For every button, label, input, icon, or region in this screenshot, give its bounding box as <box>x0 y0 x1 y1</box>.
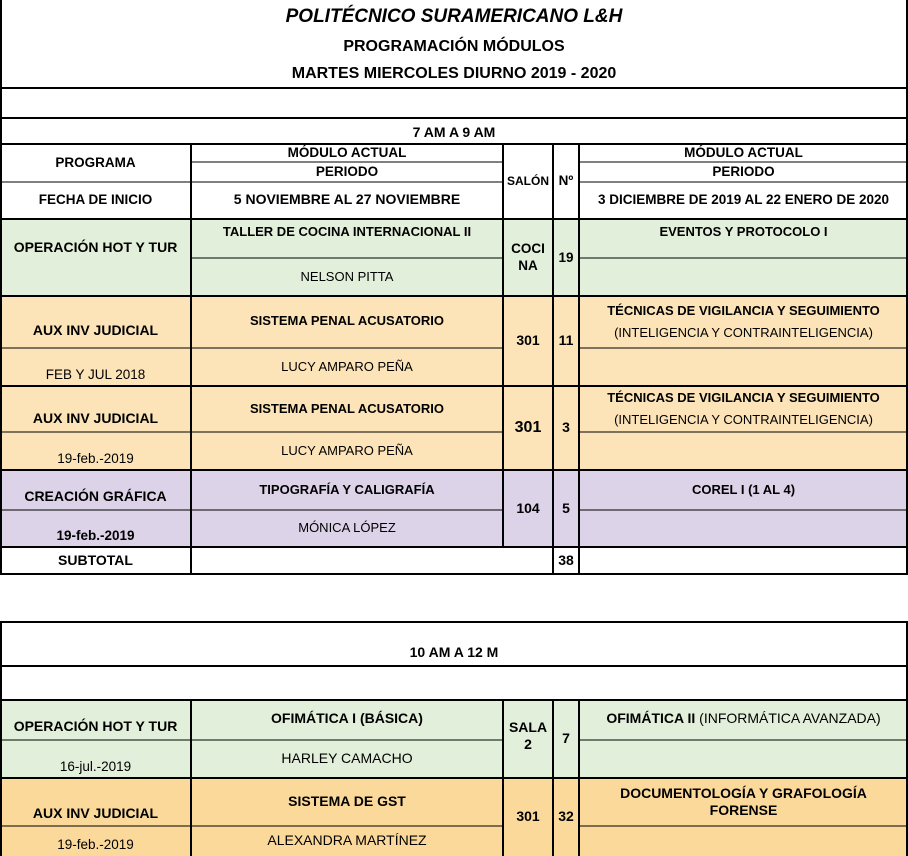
row4-programa: CREACIÓN GRÁFICA <box>24 488 167 505</box>
row6-docente: ALEXANDRA MARTÍNEZ <box>267 832 427 849</box>
row3-fecha: 19-feb.-2019 <box>57 451 134 467</box>
row5-salon: SALA 2 <box>508 718 548 752</box>
row3-num: 3 <box>562 419 570 436</box>
row3-salon: 301 <box>514 419 542 436</box>
col-periodo: PERIODO <box>315 163 379 179</box>
row2-fecha: FEB Y JUL 2018 <box>45 367 146 383</box>
row4-salon: 104 <box>516 499 540 516</box>
periodo-next: 3 DICIEMBRE DE 2019 AL 22 ENERO DE 2020 <box>597 191 890 207</box>
row4-fecha: 19-feb.-2019 <box>56 528 135 544</box>
row5-next-modulo-cell <box>579 700 908 740</box>
row2-next-detail: (INTELIGENCIA Y CONTRAINTELIGENCIA) <box>614 324 873 340</box>
row3-programa: AUX INV JUDICIAL <box>32 410 159 427</box>
row6-next-modulo: DOCUMENTOLOGÍA Y GRAFOLOGÍA FORENSE <box>620 784 867 818</box>
row1-modulo: TALLER DE COCINA INTERNACIONAL II <box>222 224 472 239</box>
row1-salon: COCINA <box>511 241 545 273</box>
col-programa: PROGRAMA <box>55 154 136 170</box>
row4-next-modulo: COREL I (1 AL 4) <box>691 482 796 497</box>
row6-num: 32 <box>558 808 574 825</box>
schedule-title: MARTES MIERCOLES DIURNO 2019 - 2020 <box>291 65 617 82</box>
institution-title: POLITÉCNICO SURAMERICANO L&H <box>285 6 623 27</box>
row6-salon: 301 <box>516 808 540 825</box>
subtotal-value: 38 <box>558 551 574 568</box>
col-modulo-actual: MÓDULO ACTUAL <box>287 144 407 160</box>
row5-modulo: OFIMÁTICA I (BÁSICA) <box>271 710 423 726</box>
subtotal-label: SUBTOTAL <box>58 551 133 568</box>
row5-fecha: 16-jul.-2019 <box>59 759 132 775</box>
col-num: Nº <box>558 172 574 188</box>
periodo-current: 5 NOVIEMBRE AL 27 NOVIEMBRE <box>233 191 461 208</box>
row3-docente: LUCY AMPARO PEÑA <box>281 442 413 458</box>
row1-num: 19 <box>558 249 574 265</box>
col-periodo-next: PERIODO <box>712 163 775 179</box>
col-modulo-actual-next: MÓDULO ACTUAL <box>684 144 803 160</box>
row2-salon: 301 <box>516 332 540 349</box>
row1-docente: NELSON PITTA <box>300 268 394 284</box>
row6-programa: AUX INV JUDICIAL <box>32 805 159 822</box>
row3-next-modulo: TÉCNICAS DE VIGILANCIA Y SEGUIMIENTO <box>607 390 880 405</box>
fecha-inicio-label: FECHA DE INICIO <box>38 191 153 207</box>
row1-programa: OPERACIÓN HOT Y TUR <box>13 239 178 256</box>
block1-time: 7 AM A 9 AM <box>412 124 496 141</box>
row5-next-detail: (INFORMÁTICA AVANZADA) <box>699 710 881 726</box>
row5-next-modulo: OFIMÁTICA II <box>606 710 696 726</box>
row4-modulo: TIPOGRAFÍA Y CALIGRAFÍA <box>259 482 435 497</box>
row6-fecha: 19-feb.-2019 <box>57 837 134 853</box>
block2-time: 10 AM A 12 M <box>409 644 499 661</box>
row5-docente: HARLEY CAMACHO <box>281 750 413 767</box>
row1-next-modulo: EVENTOS Y PROTOCOLO I <box>659 224 828 239</box>
row6-modulo: SISTEMA DE GST <box>288 793 406 810</box>
row2-modulo: SISTEMA PENAL ACUSATORIO <box>249 312 445 328</box>
row3-modulo: SISTEMA PENAL ACUSATORIO <box>249 400 445 416</box>
row3-next-detail: (INTELIGENCIA Y CONTRAINTELIGENCIA) <box>614 411 873 427</box>
row2-docente: LUCY AMPARO PEÑA <box>281 358 413 374</box>
row2-next-modulo: TÉCNICAS DE VIGILANCIA Y SEGUIMIENTO <box>607 303 880 318</box>
row5-programa: OPERACIÓN HOT Y TUR <box>13 718 178 735</box>
row2-programa: AUX INV JUDICIAL <box>32 322 159 339</box>
col-salon: SALÓN <box>507 173 549 188</box>
row4-docente: MÓNICA LÓPEZ <box>298 520 396 536</box>
document-subtitle: PROGRAMACIÓN MÓDULOS <box>343 38 565 55</box>
row4-num: 5 <box>562 499 570 516</box>
row5-num: 7 <box>562 730 570 747</box>
row2-num: 11 <box>558 332 574 349</box>
